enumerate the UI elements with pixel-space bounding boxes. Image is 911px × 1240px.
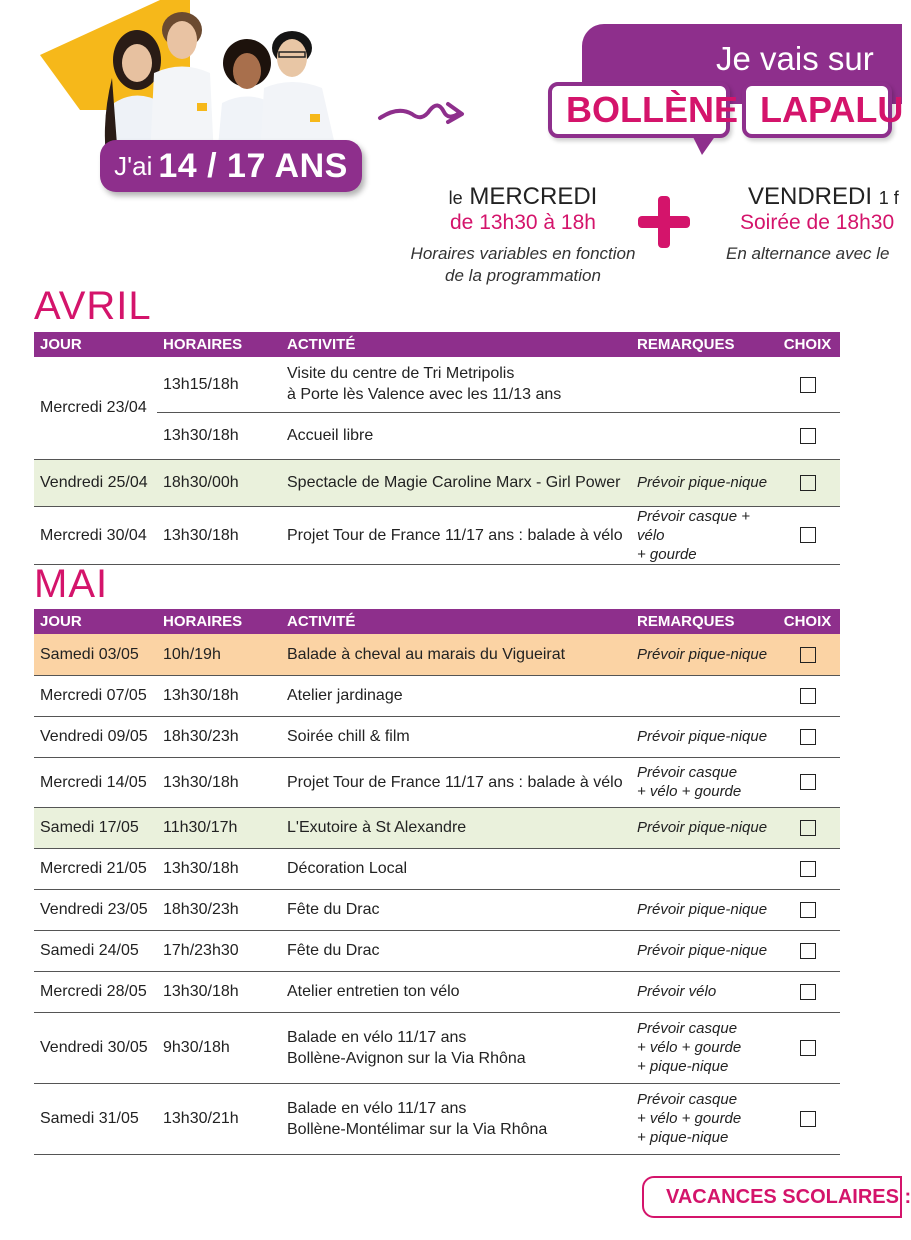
age-range: 14 / 17 ANS xyxy=(158,146,348,185)
bubble-tail xyxy=(692,135,716,155)
choice-checkbox[interactable] xyxy=(800,902,816,918)
row-horaire: 13h30/18h xyxy=(157,506,281,564)
row-activite: Visite du centre de Tri Metripolis à Porte lès Valence avec les 11/13 ans xyxy=(281,357,631,412)
row-horaire: 17h/23h30 xyxy=(157,930,281,971)
row-remarque: Prévoir pique-nique xyxy=(631,459,775,506)
row-activite: Soirée chill & film xyxy=(281,716,631,757)
col-choix: CHOIX xyxy=(775,609,840,634)
month-title-avril: AVRIL xyxy=(34,284,152,328)
choice-checkbox[interactable] xyxy=(800,475,816,491)
row-choix xyxy=(775,357,840,412)
choice-checkbox[interactable] xyxy=(800,1111,816,1127)
bubble-title: Je vais sur xyxy=(716,40,874,77)
row-remarque: Prévoir pique-nique xyxy=(631,807,775,848)
table-row xyxy=(34,807,840,848)
friday-note: En alternance avec le xyxy=(726,244,890,263)
row-remarque: Prévoir vélo xyxy=(631,971,775,1012)
table-header xyxy=(34,609,840,634)
table-row xyxy=(34,634,840,675)
row-choix xyxy=(775,930,840,971)
row-activite: Projet Tour de France 11/17 ans : balade à vélo xyxy=(281,506,631,564)
wednesday-schedule xyxy=(400,183,646,287)
row-horaire: 10h/19h xyxy=(157,634,281,675)
row-remarque xyxy=(631,848,775,889)
table-header xyxy=(34,332,840,357)
row-remarque: Prévoir casque + vélo + gourde + pique-nique xyxy=(631,1012,775,1083)
row-activite: Fête du Drac xyxy=(281,930,631,971)
choice-checkbox[interactable] xyxy=(800,820,816,836)
row-jour: Samedi 03/05 xyxy=(34,634,157,675)
choice-checkbox[interactable] xyxy=(800,1040,816,1056)
row-jour: Vendredi 30/05 xyxy=(34,1012,157,1083)
choice-checkbox[interactable] xyxy=(800,729,816,745)
table-row xyxy=(34,889,840,930)
row-activite: Spectacle de Magie Caroline Marx - Girl Power xyxy=(281,459,631,506)
row-jour: Samedi 24/05 xyxy=(34,930,157,971)
row-remarque xyxy=(631,357,775,412)
col-activite: ACTIVITÉ xyxy=(281,332,631,357)
row-choix xyxy=(775,848,840,889)
row-activite: Fête du Drac xyxy=(281,889,631,930)
row-choix xyxy=(775,889,840,930)
table-row xyxy=(34,757,840,807)
col-horaires: HORAIRES xyxy=(157,332,281,357)
row-horaire: 11h30/17h xyxy=(157,807,281,848)
wednesday-note-line-1: Horaires variables en fonction xyxy=(410,244,636,263)
choice-checkbox[interactable] xyxy=(800,428,816,444)
row-jour: Mercredi 30/04 xyxy=(34,506,157,564)
row-horaire: 13h30/18h xyxy=(157,675,281,716)
row-jour: Vendredi 09/05 xyxy=(34,716,157,757)
col-choix: CHOIX xyxy=(775,332,840,357)
choice-checkbox[interactable] xyxy=(800,527,816,543)
friday-day: VENDREDI 1 f xyxy=(748,183,899,210)
city-lapalud: LAPALU xyxy=(742,82,892,138)
teens-photo xyxy=(92,8,367,158)
row-jour: Vendredi 23/05 xyxy=(34,889,157,930)
row-horaire: 9h30/18h xyxy=(157,1012,281,1083)
row-horaire: 18h30/00h xyxy=(157,459,281,506)
col-remarques: REMARQUES xyxy=(631,332,775,357)
choice-checkbox[interactable] xyxy=(800,943,816,959)
wednesday-day: le MERCREDI xyxy=(448,183,598,210)
table-row xyxy=(34,675,840,716)
row-activite: Balade à cheval au marais du Vigueirat xyxy=(281,634,631,675)
friday-time: Soirée de 18h30 xyxy=(740,211,895,234)
row-choix xyxy=(775,971,840,1012)
avril-table xyxy=(34,332,840,565)
mai-table xyxy=(34,609,840,1155)
row-choix xyxy=(775,675,840,716)
choice-checkbox[interactable] xyxy=(800,774,816,790)
table-row xyxy=(34,716,840,757)
row-jour: Samedi 17/05 xyxy=(34,807,157,848)
row-choix xyxy=(775,807,840,848)
table-row xyxy=(34,1083,840,1154)
row-jour: Mercredi 23/04 xyxy=(34,357,157,459)
col-horaires: HORAIRES xyxy=(157,609,281,634)
table-row xyxy=(34,1012,840,1083)
row-remarque: Prévoir pique-nique xyxy=(631,634,775,675)
vacances-scolaires-banner: VACANCES SCOLAIRES : xyxy=(642,1176,902,1218)
row-choix xyxy=(775,412,840,459)
row-remarque: Prévoir casque + vélo + gourde xyxy=(631,757,775,807)
row-remarque: Prévoir pique-nique xyxy=(631,716,775,757)
row-remarque: Prévoir casque + vélo + gourde + pique-nique xyxy=(631,1083,775,1154)
row-choix xyxy=(775,757,840,807)
table-row xyxy=(34,930,840,971)
plus-icon xyxy=(638,196,690,248)
choice-checkbox[interactable] xyxy=(800,688,816,704)
row-activite: Atelier jardinage xyxy=(281,675,631,716)
row-horaire: 13h30/18h xyxy=(157,757,281,807)
table-row xyxy=(34,459,840,506)
row-remarque: Prévoir casque + vélo + gourde xyxy=(631,506,775,564)
month-title-mai: MAI xyxy=(34,562,109,606)
choice-checkbox[interactable] xyxy=(800,861,816,877)
row-activite: L'Exutoire à St Alexandre xyxy=(281,807,631,848)
row-jour: Mercredi 21/05 xyxy=(34,848,157,889)
row-horaire: 13h30/18h xyxy=(157,971,281,1012)
row-choix xyxy=(775,1083,840,1154)
choice-checkbox[interactable] xyxy=(800,377,816,393)
row-remarque xyxy=(631,675,775,716)
row-horaire: 13h15/18h xyxy=(157,357,281,412)
age-prefix: J'ai xyxy=(114,150,153,181)
row-remarque: Prévoir pique-nique xyxy=(631,889,775,930)
table-row xyxy=(34,357,840,412)
row-jour: Mercredi 28/05 xyxy=(34,971,157,1012)
row-horaire: 13h30/18h xyxy=(157,848,281,889)
age-range-badge xyxy=(100,140,362,192)
table-row xyxy=(34,971,840,1012)
col-activite: ACTIVITÉ xyxy=(281,609,631,634)
row-remarque xyxy=(631,412,775,459)
row-choix xyxy=(775,459,840,506)
row-activite: Décoration Local xyxy=(281,848,631,889)
city-bollene: BOLLÈNE xyxy=(548,82,730,138)
row-activite: Accueil libre xyxy=(281,412,631,459)
row-remarque: Prévoir pique-nique xyxy=(631,930,775,971)
curly-arrow-icon xyxy=(378,92,468,132)
row-jour: Mercredi 07/05 xyxy=(34,675,157,716)
row-activite: Balade en vélo 11/17 ans Bollène-Montélimar sur la Via Rhôna xyxy=(281,1083,631,1154)
row-horaire: 13h30/18h xyxy=(157,412,281,459)
col-jour: JOUR xyxy=(34,609,157,634)
row-horaire: 18h30/23h xyxy=(157,716,281,757)
choice-checkbox[interactable] xyxy=(800,647,816,663)
row-choix xyxy=(775,634,840,675)
table-row xyxy=(34,506,840,564)
row-activite: Projet Tour de France 11/17 ans : balade à vélo xyxy=(281,757,631,807)
wednesday-time: de 13h30 à 18h xyxy=(450,211,596,234)
row-activite: Balade en vélo 11/17 ans Bollène-Avignon sur la Via Rhôna xyxy=(281,1012,631,1083)
col-jour: JOUR xyxy=(34,332,157,357)
friday-schedule xyxy=(726,183,899,265)
row-jour: Vendredi 25/04 xyxy=(34,459,157,506)
row-choix xyxy=(775,506,840,564)
row-jour: Mercredi 14/05 xyxy=(34,757,157,807)
row-activite: Atelier entretien ton vélo xyxy=(281,971,631,1012)
choice-checkbox[interactable] xyxy=(800,984,816,1000)
col-remarques: REMARQUES xyxy=(631,609,775,634)
row-horaire: 18h30/23h xyxy=(157,889,281,930)
row-choix xyxy=(775,716,840,757)
row-horaire: 13h30/21h xyxy=(157,1083,281,1154)
wednesday-note-line-2: de la programmation xyxy=(445,266,601,285)
row-jour: Samedi 31/05 xyxy=(34,1083,157,1154)
table-row xyxy=(34,848,840,889)
row-choix xyxy=(775,1012,840,1083)
